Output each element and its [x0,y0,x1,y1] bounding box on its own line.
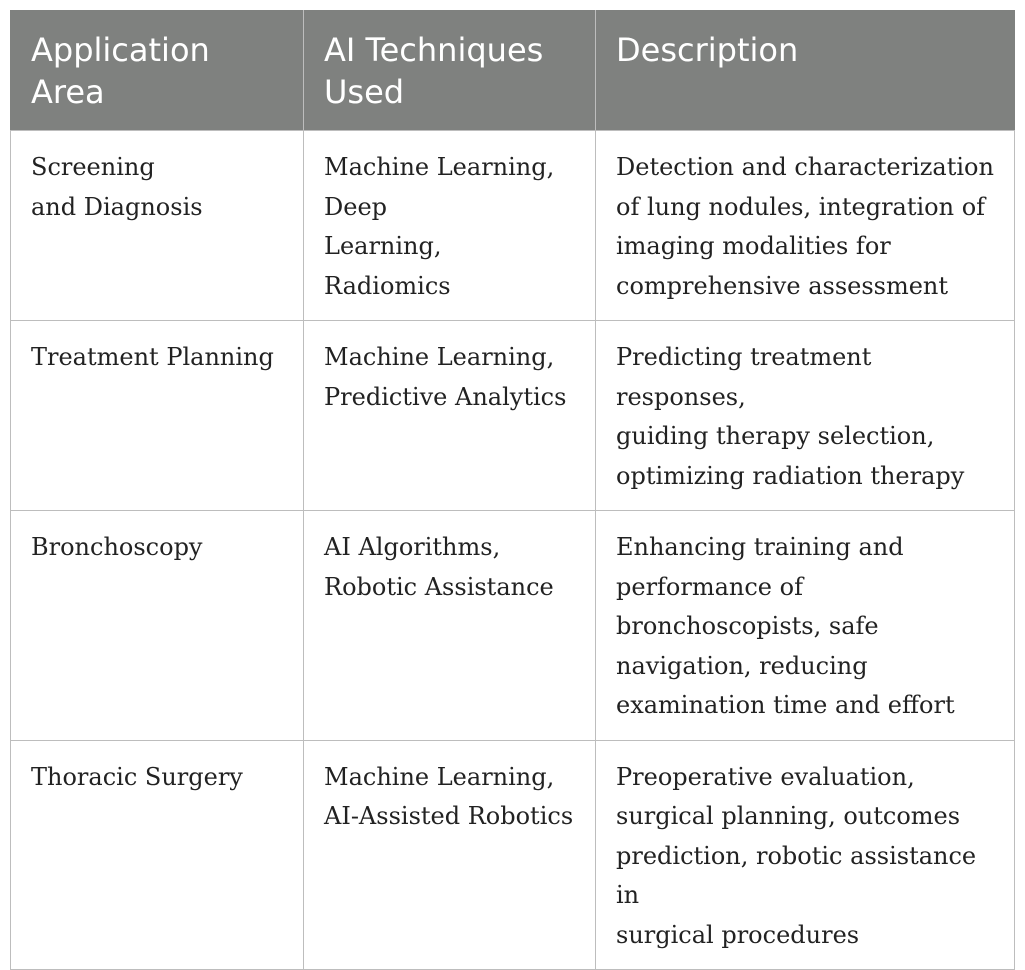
cell-ai-techniques: AI Algorithms, Robotic Assistance [304,511,596,741]
table-row [11,740,1015,970]
header-row [11,11,1015,131]
cell-ai-techniques: Machine Learning, Predictive Analytics [304,321,596,511]
table-header [11,11,1015,131]
cell-application-area: Screening and Diagnosis [11,131,304,321]
header-description-text: Description [616,31,799,69]
table-row [11,511,1015,741]
cell-description: Detection and characterization of lung nodules, integration of imaging modalities for comprehensive assessment [596,131,1015,321]
header-description [596,11,1015,131]
cell-application-area: Treatment Planning [11,321,304,511]
cell-ai-techniques: Machine Learning, AI-Assisted Robotics [304,740,596,970]
ai-applications-table-container [10,10,1014,970]
header-ai-techniques-text: AI Techniques Used [324,31,544,111]
header-application-area-text: Application Area [31,31,210,111]
ai-applications-table [10,10,1015,970]
table-row [11,321,1015,511]
cell-ai-techniques: Machine Learning, Deep Learning, Radiomics [304,131,596,321]
table-body [11,131,1015,970]
header-ai-techniques [304,11,596,131]
table-row [11,131,1015,321]
header-application-area [11,11,304,131]
cell-application-area: Thoracic Surgery [11,740,304,970]
cell-description: Preoperative evaluation, surgical planning, outcomes prediction, robotic assistance in surgical procedures [596,740,1015,970]
cell-description: Enhancing training and performance of bronchoscopists, safe navigation, reducing examination time and effort [596,511,1015,741]
cell-description: Predicting treatment responses, guiding therapy selection, optimizing radiation therapy [596,321,1015,511]
cell-application-area: Bronchoscopy [11,511,304,741]
